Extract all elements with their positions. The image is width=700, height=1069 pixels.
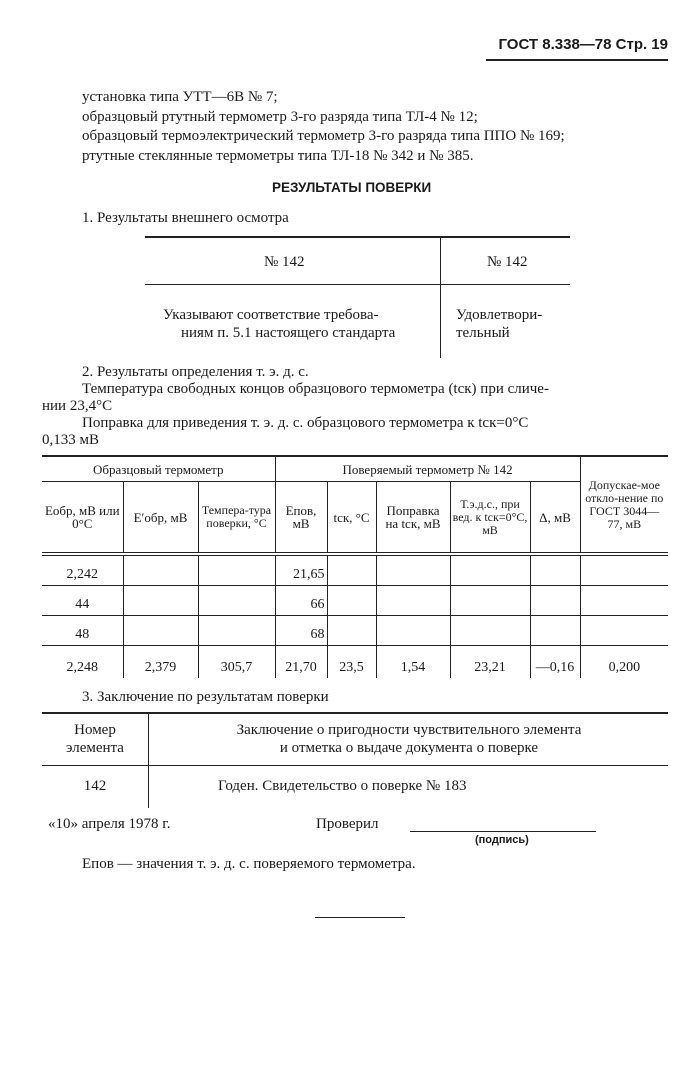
checked-label: Проверил bbox=[316, 816, 379, 832]
intro-list bbox=[82, 88, 565, 166]
cell bbox=[530, 586, 580, 616]
s2-line: Температура свободных концов образцового термометра (tск) при сличе- bbox=[82, 381, 549, 397]
cell: 21,65 bbox=[275, 554, 327, 586]
text: элемента bbox=[66, 740, 124, 756]
cell: —0,16 bbox=[530, 646, 580, 679]
cell bbox=[450, 554, 530, 586]
table-row bbox=[42, 586, 668, 616]
cell bbox=[198, 586, 275, 616]
cell: 23,5 bbox=[327, 646, 376, 679]
col-header: Т.э.д.с., при вед. к tск=0°С, мВ bbox=[450, 482, 530, 555]
text: Удовлетвори- bbox=[456, 307, 543, 323]
col-header: Поправка на tск, мВ bbox=[376, 482, 450, 555]
cell: 2,248 bbox=[66, 660, 98, 675]
text: и отметка о выдаче документа о поверке bbox=[279, 740, 539, 756]
group-tolerance: Допускае-мое откло-нение по ГОСТ 3044—77, мВ bbox=[580, 456, 668, 554]
cell bbox=[580, 616, 668, 646]
s2-line: Поправка для приведения т. э. д. с. образцового термометра к tск=0°С bbox=[82, 415, 529, 431]
s3-col2-header bbox=[150, 721, 668, 757]
cell bbox=[450, 616, 530, 646]
intro-line: образцовый термоэлектрический термометр 3-го разряда типа ППО № 169; bbox=[82, 128, 565, 144]
s3-col1-header bbox=[42, 721, 148, 757]
date: «10» апреля 1978 г. bbox=[48, 816, 171, 832]
group-reference: Образцовый термометр bbox=[42, 456, 275, 482]
s2-title: 2. Результаты определения т. э. д. с. bbox=[82, 364, 309, 380]
s2-line: нии 23,4°С bbox=[42, 398, 113, 414]
cell bbox=[198, 554, 275, 586]
cell bbox=[530, 616, 580, 646]
cell bbox=[123, 616, 198, 646]
cell: 48 bbox=[42, 616, 123, 646]
cell bbox=[327, 616, 376, 646]
text: ниям п. 5.1 настоящего стандарта bbox=[181, 325, 396, 341]
col-header: Темпера-тура поверки, °С bbox=[198, 482, 275, 555]
col-header: Δ, мВ bbox=[530, 482, 580, 555]
group-tested: Поверяемый термометр № 142 bbox=[275, 456, 580, 482]
cell: 2,242 bbox=[42, 554, 123, 586]
s2-line: 0,133 мВ bbox=[42, 432, 99, 448]
cell bbox=[376, 554, 450, 586]
results-table bbox=[42, 455, 668, 678]
cell: 44 bbox=[42, 586, 123, 616]
s3-title: 3. Заключение по результатам поверки bbox=[82, 689, 329, 705]
s1-col2: № 142 bbox=[487, 254, 528, 270]
cell bbox=[376, 616, 450, 646]
footnote: Eпов — значения т. э. д. с. поверяемого термометра. bbox=[82, 856, 416, 872]
cell: 21,70 bbox=[275, 646, 327, 679]
s1-cell1 bbox=[163, 306, 395, 342]
s1-cell2 bbox=[456, 306, 542, 342]
cell bbox=[327, 586, 376, 616]
cell bbox=[123, 586, 198, 616]
cell bbox=[580, 586, 668, 616]
section-title: РЕЗУЛЬТАТЫ ПОВЕРКИ bbox=[272, 180, 432, 195]
signature-caption: (подпись) bbox=[475, 834, 529, 846]
text: тельный bbox=[456, 325, 510, 341]
cell bbox=[198, 616, 275, 646]
col-header: Eпов, мВ bbox=[275, 482, 327, 555]
col-header: E′обр, мВ bbox=[123, 482, 198, 555]
intro-line: ртутные стеклянные термометры типа ТЛ-18 № 342 и № 385. bbox=[82, 147, 474, 164]
cell: 68 bbox=[275, 616, 327, 646]
divider bbox=[440, 236, 441, 358]
s2-block bbox=[42, 364, 668, 449]
cell: 66 bbox=[275, 586, 327, 616]
cell bbox=[530, 554, 580, 586]
cell bbox=[327, 554, 376, 586]
table-row bbox=[42, 616, 668, 646]
cell bbox=[450, 586, 530, 616]
signature-line bbox=[410, 831, 596, 832]
conclusion: Годен. Свидетельство о поверке № 183 bbox=[218, 778, 467, 794]
intro-line: установка типа УТТ—6В № 7; bbox=[82, 89, 278, 105]
divider bbox=[148, 712, 149, 808]
intro-line: образцовый ртутный термометр 3-го разряда типа ТЛ-4 № 12; bbox=[82, 108, 478, 125]
element-number: 142 bbox=[83, 778, 107, 794]
divider bbox=[42, 765, 668, 766]
divider bbox=[145, 284, 570, 285]
cell: 0,200 bbox=[580, 646, 668, 679]
text: Указывают соответствие требова- bbox=[163, 307, 379, 323]
table-row bbox=[42, 554, 668, 586]
cell: 305,7 bbox=[198, 646, 275, 679]
cell: 2,379 bbox=[123, 646, 198, 679]
col-header: tск, °С bbox=[327, 482, 376, 555]
end-rule bbox=[315, 917, 405, 918]
col-header: Eобр, мВ или 0°С bbox=[42, 482, 123, 555]
page-header: ГОСТ 8.338—78 Стр. 19 bbox=[486, 36, 668, 61]
cell: 1,54 bbox=[376, 646, 450, 679]
divider bbox=[145, 236, 570, 238]
table-row bbox=[42, 646, 668, 679]
text: Номер bbox=[74, 722, 116, 738]
cell bbox=[580, 554, 668, 586]
cell bbox=[376, 586, 450, 616]
s1-title: 1. Результаты внешнего осмотра bbox=[82, 210, 289, 226]
s1-col1: № 142 bbox=[264, 254, 305, 270]
text: Заключение о пригодности чувствительного элемента bbox=[236, 722, 582, 738]
cell bbox=[123, 554, 198, 586]
divider bbox=[42, 712, 668, 714]
cell: 23,21 bbox=[450, 646, 530, 679]
